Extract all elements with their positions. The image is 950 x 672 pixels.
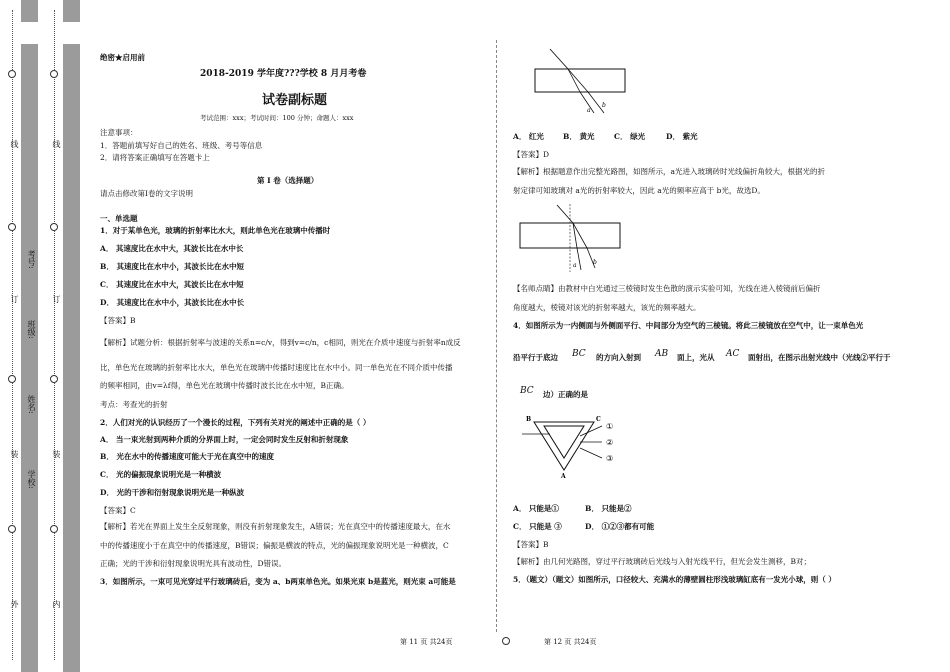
field-exam-no: 考号:: [27, 250, 36, 269]
math-bc: BC: [572, 349, 586, 359]
question-stem: 4．如图所示为一内侧面与外侧面平行、中间部分为空气的三棱镜。将此三棱镜放在空气中，让一束单色光: [513, 321, 864, 330]
field-blank: [34, 420, 35, 465]
label-a: a: [573, 262, 577, 269]
ray-3-label: ③: [606, 454, 614, 463]
part-title: 一、单选题: [100, 214, 138, 223]
field-school: 学校:: [27, 470, 36, 489]
page-divider: [496, 40, 497, 632]
math-bc: BC: [520, 386, 534, 396]
page-footer-right: 第 12 页 共24页: [544, 638, 597, 646]
analysis-line: 【解析】若光在界面上发生全反射现象，则没有折射现象发生，A错误；光在真空中的传播速度最大，在水: [100, 522, 451, 531]
label-b: b: [593, 259, 597, 266]
option: B． 光在水中的传播速度可能大于光在真空中的速度: [100, 452, 274, 461]
question-stem-part: 面上，光从: [677, 353, 715, 362]
inner-cut-line: [54, 10, 57, 660]
field-blank: [34, 275, 35, 315]
analysis-line: 【解析】根据题意作出完整光路图，如图所示，a光进入玻璃砖时光线偏折角较大，根据光的折: [513, 167, 825, 176]
analysis-line: 【解析】试题分析：根据折射率与波速的关系n=c/v，得到v=c/n，c相同，则光在介质中速度与折射率n成反: [100, 338, 461, 347]
option: C． 绿光: [614, 132, 646, 141]
analysis-line: 比，单色光在玻璃的折射率比水大，单色光在玻璃中传播时速度比在水中小。同一单色光在不同介质中传播: [100, 363, 453, 372]
page-footer-left: 第 11 页 共24页: [400, 638, 453, 646]
label-b: b: [602, 102, 606, 109]
prism-figure: [520, 412, 630, 482]
option: D． 紫光: [666, 132, 698, 141]
option: A． 当一束光射到两种介质的分界面上时，一定会同时发生反射和折射现象: [100, 435, 349, 444]
margin-label: 外: [10, 600, 19, 608]
answer: 【答案】C: [100, 506, 136, 515]
hole-mark: [8, 223, 16, 231]
section-title: 第 I 卷（选择题）: [257, 176, 319, 185]
field-class: 班级:: [27, 320, 36, 339]
tip-line: 角度越大，棱镜对该光的折射率越大，该光的频率越大。: [513, 303, 701, 312]
margin-label: 订: [52, 295, 61, 303]
answer: 【答案】B: [100, 316, 136, 325]
ray-1-label: ①: [606, 422, 614, 431]
center-hole-mark: [502, 637, 510, 645]
question-stem-part: 沿平行于底边: [513, 353, 558, 362]
option: B． 只能是②: [585, 504, 632, 513]
analysis-line: 的频率相同，由v=λf得，单色光在玻璃中传播时波长比在水中短，B正确。: [100, 381, 349, 390]
field-blank: [34, 350, 35, 390]
option: A． 只能是①: [513, 504, 559, 513]
option: C． 只能是 ③: [513, 522, 562, 531]
analysis-line: 射定律可知玻璃对 a光的折射率较大，因此 a光的频率应高于 b光，故选D。: [513, 186, 765, 195]
light-path-figure: [515, 200, 625, 275]
hole-mark: [8, 375, 16, 383]
question-stem-part: 边）正确的是: [543, 390, 588, 399]
answer: 【答案】D: [513, 150, 550, 159]
option: D． ①②③都有可能: [585, 522, 655, 531]
hole-mark: [50, 70, 58, 78]
analysis-line: 正确；光的干涉和衍射现象说明光具有波动性，D错误。: [100, 559, 287, 568]
exam-subtitle: 试卷副标题: [262, 93, 328, 108]
margin-label: 线: [52, 140, 61, 148]
analysis-line: 中的传播速度小于在真空中的传播速度，B错误；偏振是横波的特点，光的偏振现象说明光是一种横波，C: [100, 541, 449, 550]
glass-slab-figure: [520, 45, 630, 120]
margin-label: 内: [52, 600, 61, 608]
math-ab: AB: [655, 349, 669, 359]
hole-mark: [8, 70, 16, 78]
margin-label: 装: [10, 450, 19, 458]
question-stem: 1．对于某单色光，玻璃的折射率比水大，则此单色光在玻璃中传播时: [100, 226, 331, 235]
field-name: 姓名:: [27, 395, 36, 414]
exam-meta: 考试范围：xxx；考试时间：100 分钟；命题人：xxx: [200, 114, 354, 122]
option: D． 光的干涉和衍射现象说明光是一种纵波: [100, 488, 245, 497]
exam-title: 2018-2019 学年度???学校 8 月月考卷: [200, 69, 367, 79]
hole-mark: [8, 525, 16, 533]
question-stem: 2．人们对光的认识经历了一个漫长的过程，下列有关对光的阐述中正确的是（ ）: [100, 418, 371, 427]
question-stem: 5．（题文）（题文）如图所示，口径较大、充满水的薄壁圆柱形浅玻璃缸底有一发光小球，则（ ）: [513, 575, 836, 584]
notes-title: 注意事项：: [100, 128, 138, 137]
option: C． 光的偏振现象说明光是一种横波: [100, 470, 222, 479]
option: A． 其速度比在水中大，其波长比在水中长: [100, 244, 244, 253]
question-stem-part: 的方向入射到: [596, 353, 641, 362]
vertex-c: C: [596, 416, 601, 423]
note-item: 1．答题前填写好自己的姓名、班级、考号等信息: [100, 141, 263, 150]
vertex-a: A: [561, 473, 566, 480]
knowledge-point: 考点：考查光的折射: [100, 400, 168, 409]
margin-label: 订: [10, 295, 19, 303]
secret-label: 绝密★启用前: [100, 53, 145, 62]
note-item: 2．请将答案正确填写在答题卡上: [100, 153, 210, 162]
option: B． 黄光: [563, 132, 595, 141]
section-note: 请点击修改第I卷的文字说明: [100, 189, 193, 198]
analysis-line: 【解析】由几何光路图，穿过平行玻璃砖后光线与入射光线平行，但光会发生测移，B对；: [513, 557, 812, 566]
option: A． 红光: [513, 132, 544, 141]
option: D． 其速度比在水中小，其波长比在水中长: [100, 298, 245, 307]
outer-cut-line: [12, 10, 15, 660]
question-stem: 3．如图所示，一束可见光穿过平行玻璃砖后，变为 a、b两束单色光。如果光束 b是蓝光，则光束 a可能是: [100, 577, 456, 586]
question-stem-part: 面射出，在图示出射光线中（光线②平行于: [748, 353, 891, 362]
answer: 【答案】B: [513, 540, 549, 549]
hole-mark: [50, 525, 58, 533]
margin-label: 线: [10, 140, 19, 148]
option: B． 其速度比在水中小，其波长比在水中短: [100, 262, 244, 271]
hole-mark: [50, 375, 58, 383]
hole-mark: [50, 223, 58, 231]
label-a: a: [587, 107, 591, 114]
vertex-b: B: [526, 416, 532, 423]
field-blank: [34, 195, 35, 245]
margin-label: 装: [52, 450, 61, 458]
math-ac: AC: [726, 349, 740, 359]
ray-2-label: ②: [606, 438, 614, 447]
option: C． 其速度比在水中大，其波长比在水中短: [100, 280, 244, 289]
tip-line: 【名师点睛】由教材中白光通过三棱镜时发生色散的演示实验可知，光线在进入棱镜前后偏折: [513, 284, 821, 293]
binding-strip-inner: [63, 0, 80, 672]
